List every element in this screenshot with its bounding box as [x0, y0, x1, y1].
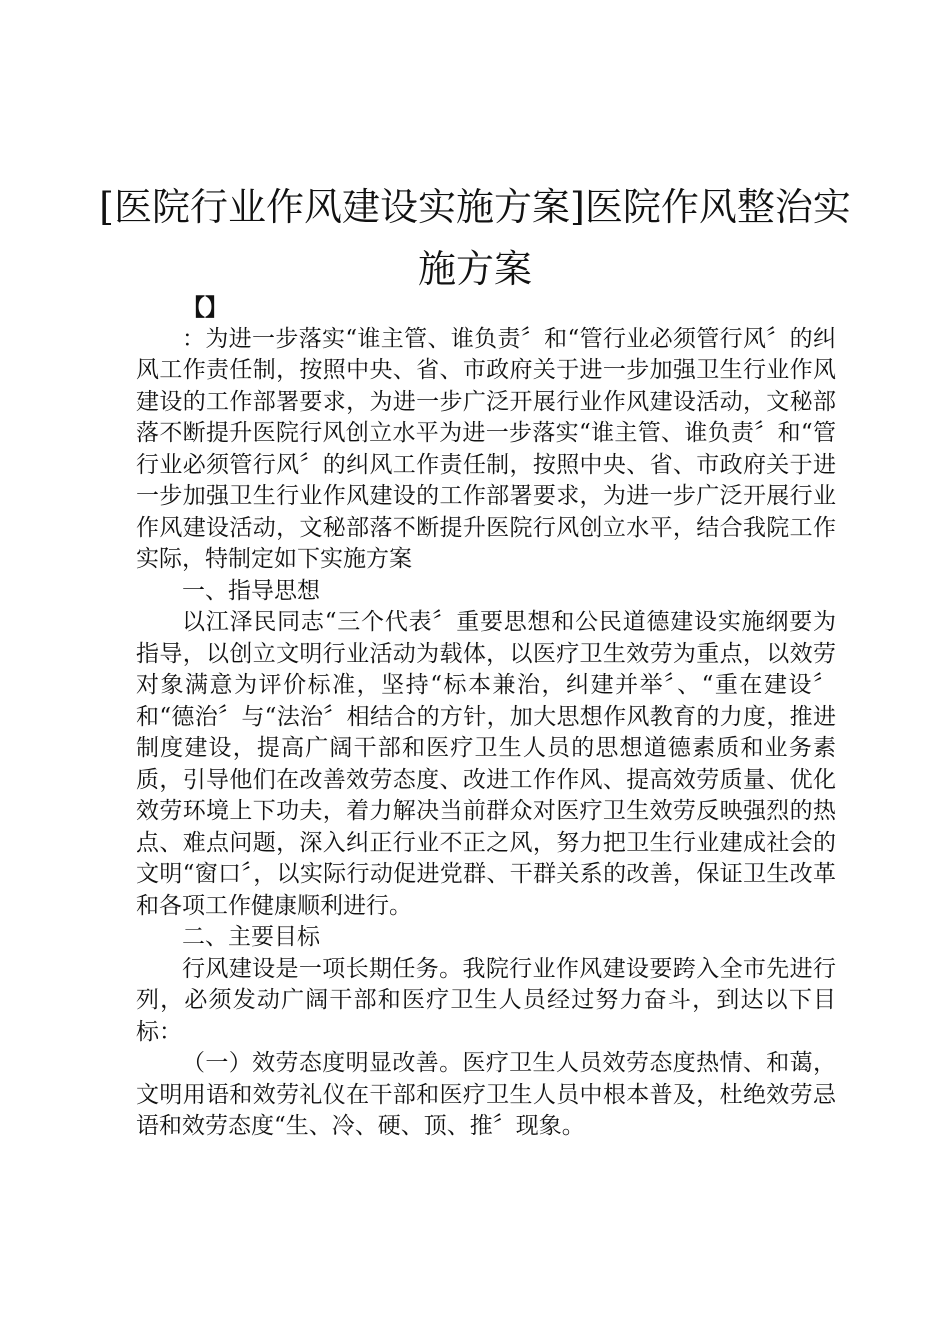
bracket-heading: 【】 [182, 294, 228, 321]
title-line-2: 施方案 [417, 247, 532, 291]
section-heading-main-goals: 二、主要目标 [182, 924, 320, 950]
title-line-1: [医院行业作风建设实施方案]医院作风整治实 [99, 185, 851, 229]
document-title [90, 176, 860, 300]
intro-paragraph: ：为进一步落实“谁主管、谁负责〞和“管行业必须管行风〞的纠风工作责任制，按照中央、省、市政府关于进一步加强卫生行业作风建设的工作部署要求，为进一步广泛开展行业作风建设活动，文秘部落不断提升医院行风创立水平为进一步落实“谁主管、谁负责〞和“管行业必须管行风〞的纠风工作责任制，按照中央、省、市政府关于进一步加强卫生行业作风建设的工作部署要求，为进一步广泛开展行业作风建设活动，文秘部落不断提升医院行风创立水平，结合我院工作实际，特制定如下实施方案 [136, 325, 836, 572]
guiding-thought-paragraph: 以江泽民同志“三个代表〞重要思想和公民道德建设实施纲要为指导，以创立文明行业活动为载体，以医疗卫生效劳为重点，以效劳对象满意为评价标准，坚持“标本兼治，纠建并举〞、“重在建设〞和“德治〞与“法治〞相结合的方针，加大思想作风教育的力度，推进制度建设，提高广阔干部和医疗卫生人员的思想道德素质和业务素质，引导他们在改善效劳态度、改进工作作风、提高效劳质量、优化效劳环境上下功夫，着力解决当前群众对医疗卫生效劳反映强烈的热点、难点问题，深入纠正行业不正之风，努力把卫生行业建成社会的文明“窗口〞，以实际行动促进党群、干群关系的改善，保证卫生改革和各项工作健康顺利进行。 [136, 609, 836, 919]
section-heading-guiding-thought: 一、指导思想 [182, 577, 320, 604]
main-goals-paragraph: 行风建设是一项长期任务。我院行业作风建设要跨入全市先进行列，必须发动广阔干部和医疗卫生人员经过努力奋斗，到达以下目标： [136, 955, 836, 1045]
goal-item-1: （一）效劳态度明显改善。医疗卫生人员效劳态度热情、和蔼，文明用语和效劳礼仪在干部和医疗卫生人员中根本普及，杜绝效劳忌语和效劳态度“生、冷、硬、顶、推〞现象。 [136, 1050, 836, 1139]
document-body [136, 292, 836, 1143]
